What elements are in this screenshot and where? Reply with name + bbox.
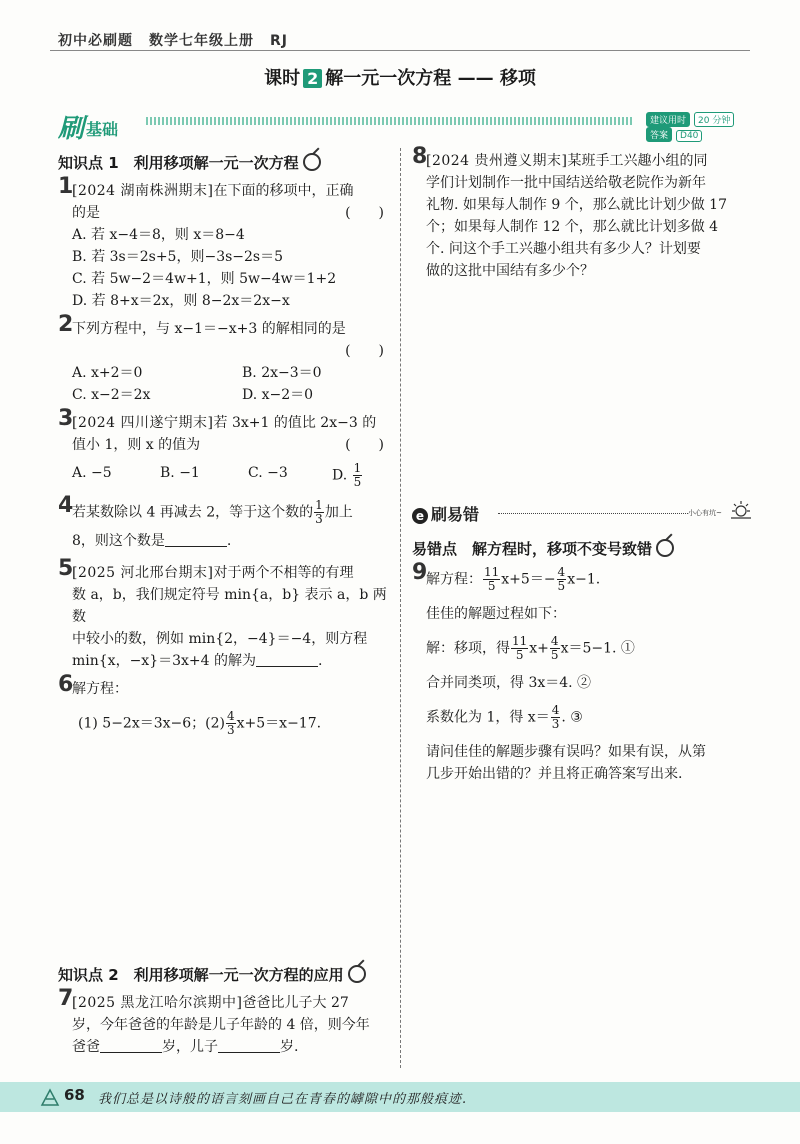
option-c: C. x−2＝2x — [72, 387, 151, 403]
question-5 — [58, 556, 390, 672]
step1-mid: x+ — [529, 640, 549, 657]
question-stem: 若 3x+1 的值比 2x−3 的 — [213, 415, 377, 431]
mistake-point-text: 易错点 解方程时，移项不变号致错 — [412, 540, 653, 558]
section-band-mistake — [412, 500, 757, 528]
suffix: 岁. — [280, 1039, 299, 1055]
option-d: D. x−2＝0 — [242, 387, 314, 403]
band-dash-line — [146, 117, 634, 125]
question-stem-cont: 加上 — [324, 504, 353, 521]
target-icon — [656, 539, 674, 557]
question-stem: 解方程： — [72, 681, 128, 697]
lesson-prefix: 课时 — [264, 68, 301, 89]
son-label: 岁，儿子 — [162, 1039, 218, 1055]
band-title — [58, 106, 118, 143]
numerator: 4 — [550, 634, 559, 648]
question-number: 7 — [58, 986, 74, 1011]
mistake-section — [412, 536, 757, 791]
mistake-point — [412, 538, 757, 560]
answer-paren: ( ) — [345, 343, 384, 359]
numerator: 1 — [315, 498, 323, 512]
target-icon — [348, 965, 366, 983]
denominator: 3 — [315, 512, 323, 526]
denominator: 5 — [353, 475, 362, 489]
column-divider — [400, 148, 401, 1068]
fraction — [550, 635, 560, 662]
numerator: 11 — [484, 565, 500, 579]
band-title-rest: 基础 — [86, 120, 119, 139]
question-stem-line3: 礼物. 如果每人制作 9 个，那么就比计划少做 17 — [426, 197, 727, 213]
question-source: [2024 湖南株洲期末] — [72, 183, 214, 199]
question-stem-line2: 8，则这个数是 — [72, 533, 165, 549]
e-icon: e — [412, 508, 428, 524]
question-number: 1 — [58, 174, 74, 199]
leaf-icon — [40, 1087, 60, 1107]
question-ask-line1: 请问佳佳的解题步骤有误吗？如果有误，从第 — [426, 744, 706, 760]
question-7 — [58, 986, 390, 1058]
solution-intro: 佳佳的解题过程如下： — [426, 606, 566, 622]
question-number: 2 — [58, 312, 74, 337]
question-2 — [58, 312, 390, 406]
denominator: 5 — [487, 579, 496, 593]
fraction — [483, 566, 500, 593]
fraction — [314, 499, 324, 526]
book-name: 初中必刷题 — [58, 33, 133, 49]
book-title — [58, 30, 288, 50]
right-column — [412, 144, 752, 288]
answer-blank[interactable] — [165, 532, 227, 547]
question-source: [2025 黑龙江哈尔滨期中] — [72, 995, 243, 1011]
dad-age-blank[interactable] — [100, 1038, 162, 1053]
question-number: 3 — [58, 406, 74, 431]
edition-label: RJ — [270, 33, 288, 49]
fraction — [226, 710, 236, 737]
fraction — [511, 635, 528, 662]
question-stem: 下列方程中，与 x−1＝−x+3 的解相同的是 — [72, 321, 346, 337]
lesson-number-badge: 2 — [303, 69, 322, 88]
sun-icon — [730, 498, 752, 520]
subject-name: 数学七年级上册 — [149, 33, 254, 49]
equation-part1: (1) 5−2x＝3x−6；(2) — [78, 715, 225, 732]
numerator: 11 — [512, 634, 528, 648]
step3-label: 系数化为 1，得 x＝ — [426, 709, 550, 726]
option-d: D. 若 8+x＝2x，则 8−2x＝2x−x — [72, 293, 290, 309]
left-column — [58, 150, 390, 1055]
target-icon — [303, 153, 321, 171]
fraction — [557, 566, 567, 593]
lesson-name: 解一元一次方程 —— 移项 — [325, 68, 536, 89]
option-d-prefix: D. — [332, 467, 348, 484]
numerator: 4 — [227, 709, 235, 723]
denominator: 5 — [515, 648, 524, 662]
numerator: 1 — [353, 461, 362, 475]
denominator: 5 — [557, 579, 566, 593]
denominator: 3 — [551, 717, 560, 731]
answer-paren: ( ) — [345, 437, 384, 453]
question-stem-line3: 中较小的数，例如 min{2，−4}＝−4，则方程 — [72, 631, 368, 647]
mistake-title — [412, 502, 479, 525]
page-footer — [0, 1082, 800, 1112]
question-source: [2024 贵州遵义期末] — [426, 153, 568, 169]
answer-paren: ( ) — [345, 205, 384, 221]
page-header — [0, 0, 800, 52]
answer-page: D40 — [676, 130, 702, 142]
question-stem-line2: 岁，今年爸爸的年龄是儿子年龄的 4 倍，则今年 — [72, 1017, 370, 1033]
question-stem: 对于两个不相等的有理 — [213, 565, 354, 581]
period: . — [226, 533, 232, 549]
band-time-info — [646, 112, 752, 142]
section-band-basic — [50, 106, 752, 144]
question-number: 9 — [412, 560, 428, 585]
question-ask-line2: 几步开始出错的？并且将正确答案写出来. — [426, 766, 683, 782]
option-a: A. −5 — [72, 465, 112, 481]
question-stem-line2: 数 a，b，我们规定符号 min{a，b} 表示 a，b 两数 — [72, 587, 387, 625]
question-stem-cont: 值小 1，则 x 的值为 — [72, 437, 201, 453]
mistake-title-text: 刷易错 — [431, 505, 480, 524]
option-a: A. x+2＝0 — [72, 365, 143, 381]
footer-quote: 我们总是以诗般的语言刻画自己在青春的罅隙中的那般痕迹. — [98, 1092, 468, 1107]
knowledge-point-2 — [58, 964, 390, 986]
question-stem-line4: 个；如果每人制作 12 个，那么就比计划多做 4 — [426, 219, 719, 235]
question-stem: 在下面的移项中，正确 — [213, 183, 354, 199]
question-source: [2024 四川遂宁期末] — [72, 415, 214, 431]
time-value: 20 分钟 — [694, 112, 734, 127]
question-stem-line6: 做的这批中国结有多少个？ — [426, 263, 594, 279]
band-title-char: 刷 — [58, 114, 85, 144]
question-number: 6 — [58, 672, 74, 697]
denominator: 5 — [550, 648, 559, 662]
numerator: 4 — [551, 703, 560, 717]
option-c: C. −3 — [248, 465, 288, 481]
knowledge-point-1 — [58, 152, 390, 174]
option-b: B. −1 — [160, 465, 200, 481]
kp1-text: 知识点 1 利用移项解一元一次方程 — [58, 154, 299, 172]
option-c: C. 若 5w−2＝4w+1，则 5w−4w＝1+2 — [72, 271, 337, 287]
question-stem: 若某数除以 4 再减去 2，等于这个数的 — [72, 504, 314, 521]
question-9 — [412, 560, 757, 785]
page-number: 68 — [64, 1086, 85, 1104]
question-stem: 某班手工兴趣小组的同 — [567, 153, 708, 169]
question-source: [2025 河北邢台期末] — [72, 565, 214, 581]
dad-label: 爸爸 — [72, 1039, 100, 1055]
step2: 合并同类项，得 3x＝4. ② — [426, 675, 592, 691]
question-number: 4 — [58, 493, 74, 518]
question-number: 8 — [412, 144, 428, 169]
answer-label: 答案 — [646, 127, 672, 142]
question-stem-line2: 学们计划制作一批中国结送给敬老院作为新年 — [426, 175, 706, 191]
question-number: 5 — [58, 556, 74, 581]
equation-end: x−1. — [567, 571, 601, 588]
step3-end: . ③ — [561, 709, 583, 726]
answer-blank[interactable] — [256, 652, 318, 667]
period: . — [318, 653, 323, 669]
option-b: B. 2x−3＝0 — [242, 365, 322, 381]
numerator: 4 — [557, 565, 566, 579]
question-stem-line5: 个. 问这个手工兴趣小组共有多少人？计划要 — [426, 241, 701, 257]
question-stem-cont: 的是 — [72, 205, 100, 221]
mistake-note: 小心有坑~ — [688, 509, 722, 517]
step1-end: x＝5−1. ① — [560, 640, 635, 657]
question-8 — [412, 144, 752, 282]
question-1 — [58, 174, 390, 312]
fraction — [353, 462, 363, 489]
question-4 — [58, 493, 390, 552]
question-3 — [58, 406, 390, 489]
option-d — [332, 462, 404, 489]
question-stem: 爸爸比儿子大 27 — [242, 995, 349, 1011]
question-stem: 解方程： — [426, 571, 482, 588]
option-b: B. 若 3s＝2s+5，则−3s−2s＝5 — [72, 249, 284, 265]
option-a: A. 若 x−4＝8，则 x＝8−4 — [72, 227, 245, 243]
mistake-dash-line — [498, 513, 688, 514]
question-6 — [58, 672, 390, 737]
kp2-text: 知识点 2 利用移项解一元一次方程的应用 — [58, 966, 344, 984]
time-label: 建议用时 — [646, 112, 690, 127]
header-divider — [50, 50, 750, 51]
denominator: 3 — [227, 723, 235, 737]
son-age-blank[interactable] — [218, 1038, 280, 1053]
lesson-title — [0, 64, 800, 90]
fraction — [551, 704, 561, 731]
equation-part2: x+5＝x−17. — [236, 715, 322, 732]
question-stem-line4: min{x，−x}＝3x+4 的解为 — [72, 653, 256, 669]
step1-label: 解：移项，得 — [426, 640, 510, 657]
equation-mid: x+5＝− — [501, 571, 556, 588]
